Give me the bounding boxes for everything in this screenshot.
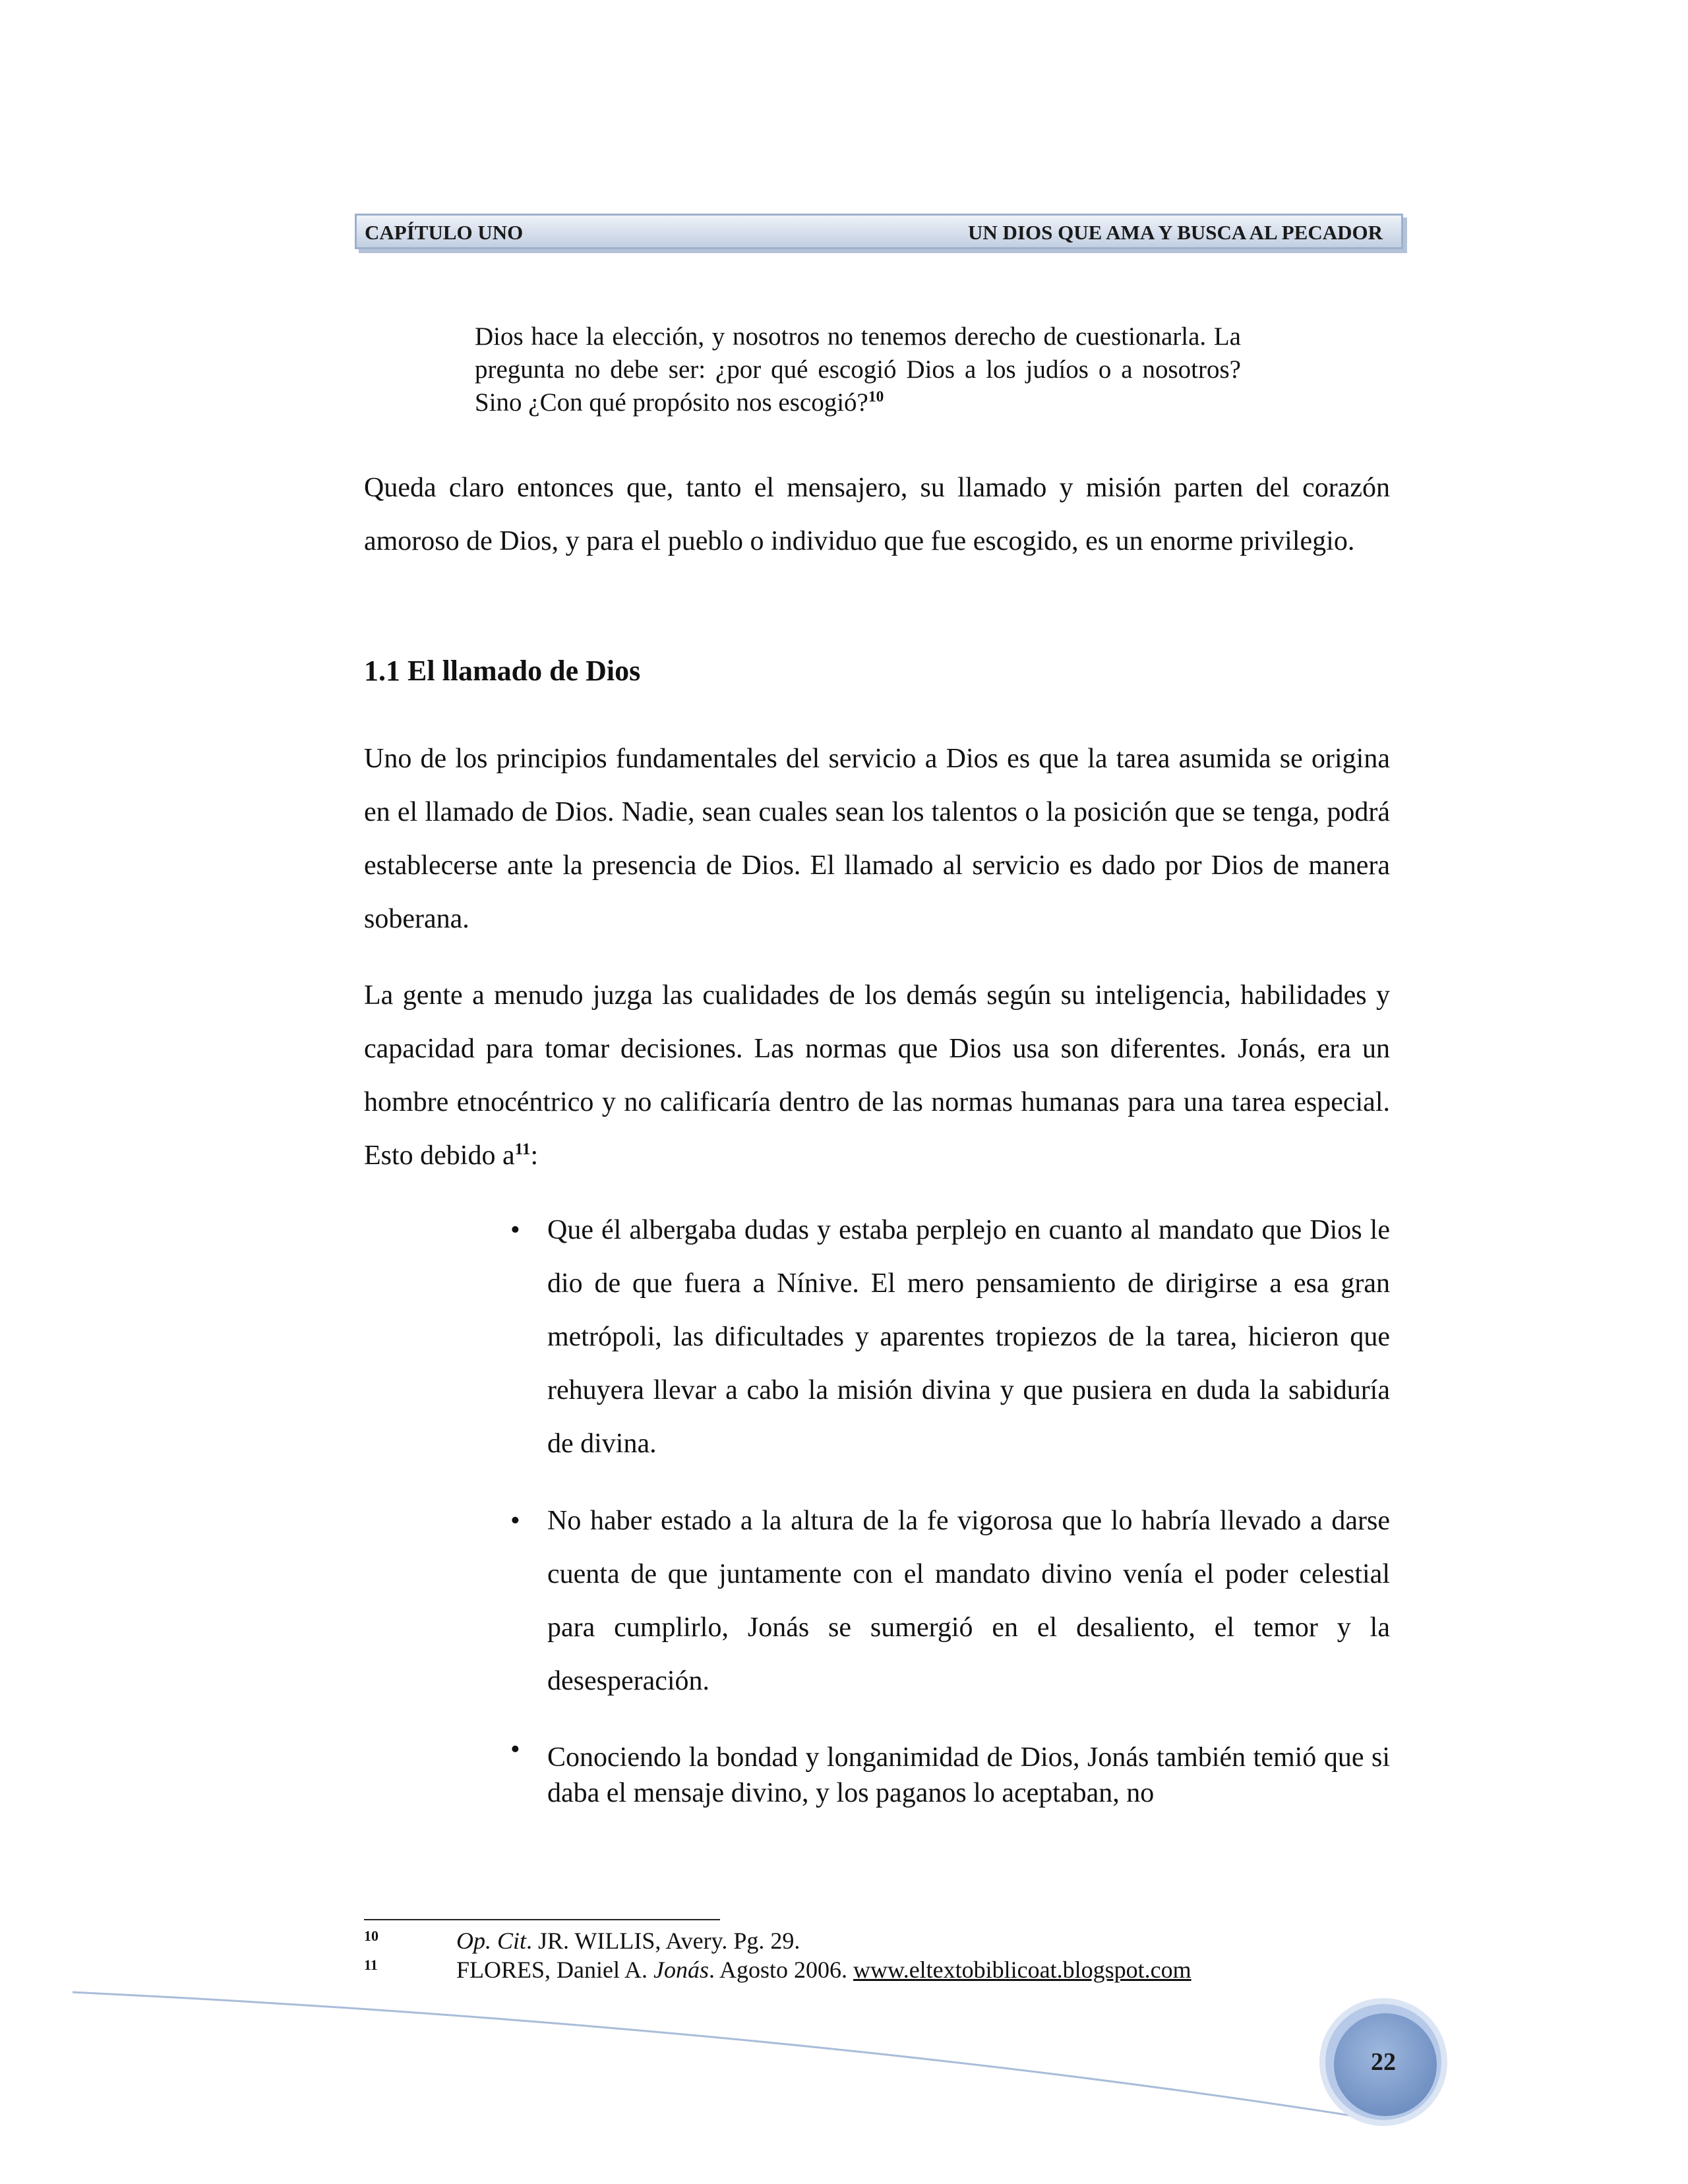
- footnote-text: . JR. WILLIS, Avery. Pg. 29.: [526, 1928, 800, 1954]
- paragraph-3-tail: :: [530, 1140, 539, 1171]
- paragraph-2-text: Uno de los principios fundamentales del servicio a Dios es que la tarea asumida se origina en el llamado de Dios. Nadie, sean cuales sean los talentos o la posición que se tenga, podrá establecerse ante la presencia de Dios. El llamado al servicio es dado por Dios de manera soberana.: [364, 744, 1390, 934]
- paragraph-3: [364, 969, 1390, 1183]
- chapter-title: UN DIOS QUE AMA Y BUSCA AL PECADOR: [968, 221, 1383, 244]
- bullet-text-1: Que él albergaba dudas y estaba perplejo en cuanto al mandato que Dios le dio de que fuera a Nínive. El mero pensamiento de dirigirse a esa gran metrópoli, las dificultades y aparentes tropiezos de la tarea, hicieron que rehuyera llevar a cabo la misión divina y que pusiera en duda la sabiduría de divina.: [547, 1215, 1390, 1459]
- footnote-text-before: FLORES, Daniel A.: [456, 1957, 654, 1983]
- page-number: 22: [1371, 2048, 1396, 2076]
- list-item: [504, 1732, 1390, 1811]
- section-heading: 1.1 El llamado de Dios: [364, 655, 641, 687]
- paragraph-2: [364, 732, 1390, 946]
- footnote-text-after: . Agosto 2006.: [709, 1957, 854, 1983]
- footnote-11: [364, 1955, 1419, 1984]
- footnote-ref-10[interactable]: 10: [868, 388, 884, 405]
- footer-swoosh: [73, 1992, 1372, 2119]
- footnote-separator: [364, 1919, 720, 1920]
- page-number-badge: [1317, 1996, 1449, 2128]
- footnote-number: 10: [364, 1928, 378, 1944]
- paragraph-1-text: Queda claro entonces que, tanto el mensajero, su llamado y misión parten del corazón amoroso de Dios, y para el pueblo o individuo que fue escogido, es un enorme privilegio.: [364, 473, 1390, 556]
- footnote-ref-11[interactable]: 11: [514, 1140, 531, 1158]
- list-item: [504, 1204, 1390, 1471]
- footnote-10: [364, 1926, 1419, 1955]
- block-quote: [475, 320, 1241, 419]
- chapter-header: [355, 214, 1403, 249]
- paragraph-3-text: La gente a menudo juzga las cualidades de los demás según su inteligencia, habilidades y capacidad para tomar decisiones. Las normas que Dios usa son diferentes. Jonás, era un hombre etnocéntrico y no calificaría dentro de las normas humanas para una tarea especial. Esto debido a: [364, 980, 1390, 1171]
- chapter-label: CAPÍTULO UNO: [365, 221, 524, 244]
- footnote-number: 11: [364, 1957, 378, 1973]
- paragraph-1: [364, 461, 1390, 568]
- bullet-text-2: No haber estado a la altura de la fe vigorosa que lo habría llevado a darse cuenta de que juntamente con el mandato divino venía el poder celestial para cumplirlo, Jonás se sumergió en el desaliento, el temor y la desesperación.: [547, 1506, 1390, 1696]
- bullet-text-3: Conociendo la bondad y longanimidad de Dios, Jonás también temió que si daba el mensaje divino, y los paganos lo aceptaban, no: [547, 1742, 1390, 1808]
- footnote-italic: Jonás: [653, 1957, 709, 1983]
- footnote-link[interactable]: www.eltextobiblicoat.blogspot.com: [853, 1957, 1191, 1983]
- footnote-italic: Op. Cit: [456, 1928, 527, 1954]
- quote-text: Dios hace la elección, y nosotros no tenemos derecho de cuestionarla. La pregunta no debe ser: ¿por qué escogió Dios a los judíos o a nosotros? Sino ¿Con qué propósito nos escogió?: [475, 322, 1241, 417]
- bullet-list: [504, 1204, 1390, 1835]
- list-item: [504, 1494, 1390, 1708]
